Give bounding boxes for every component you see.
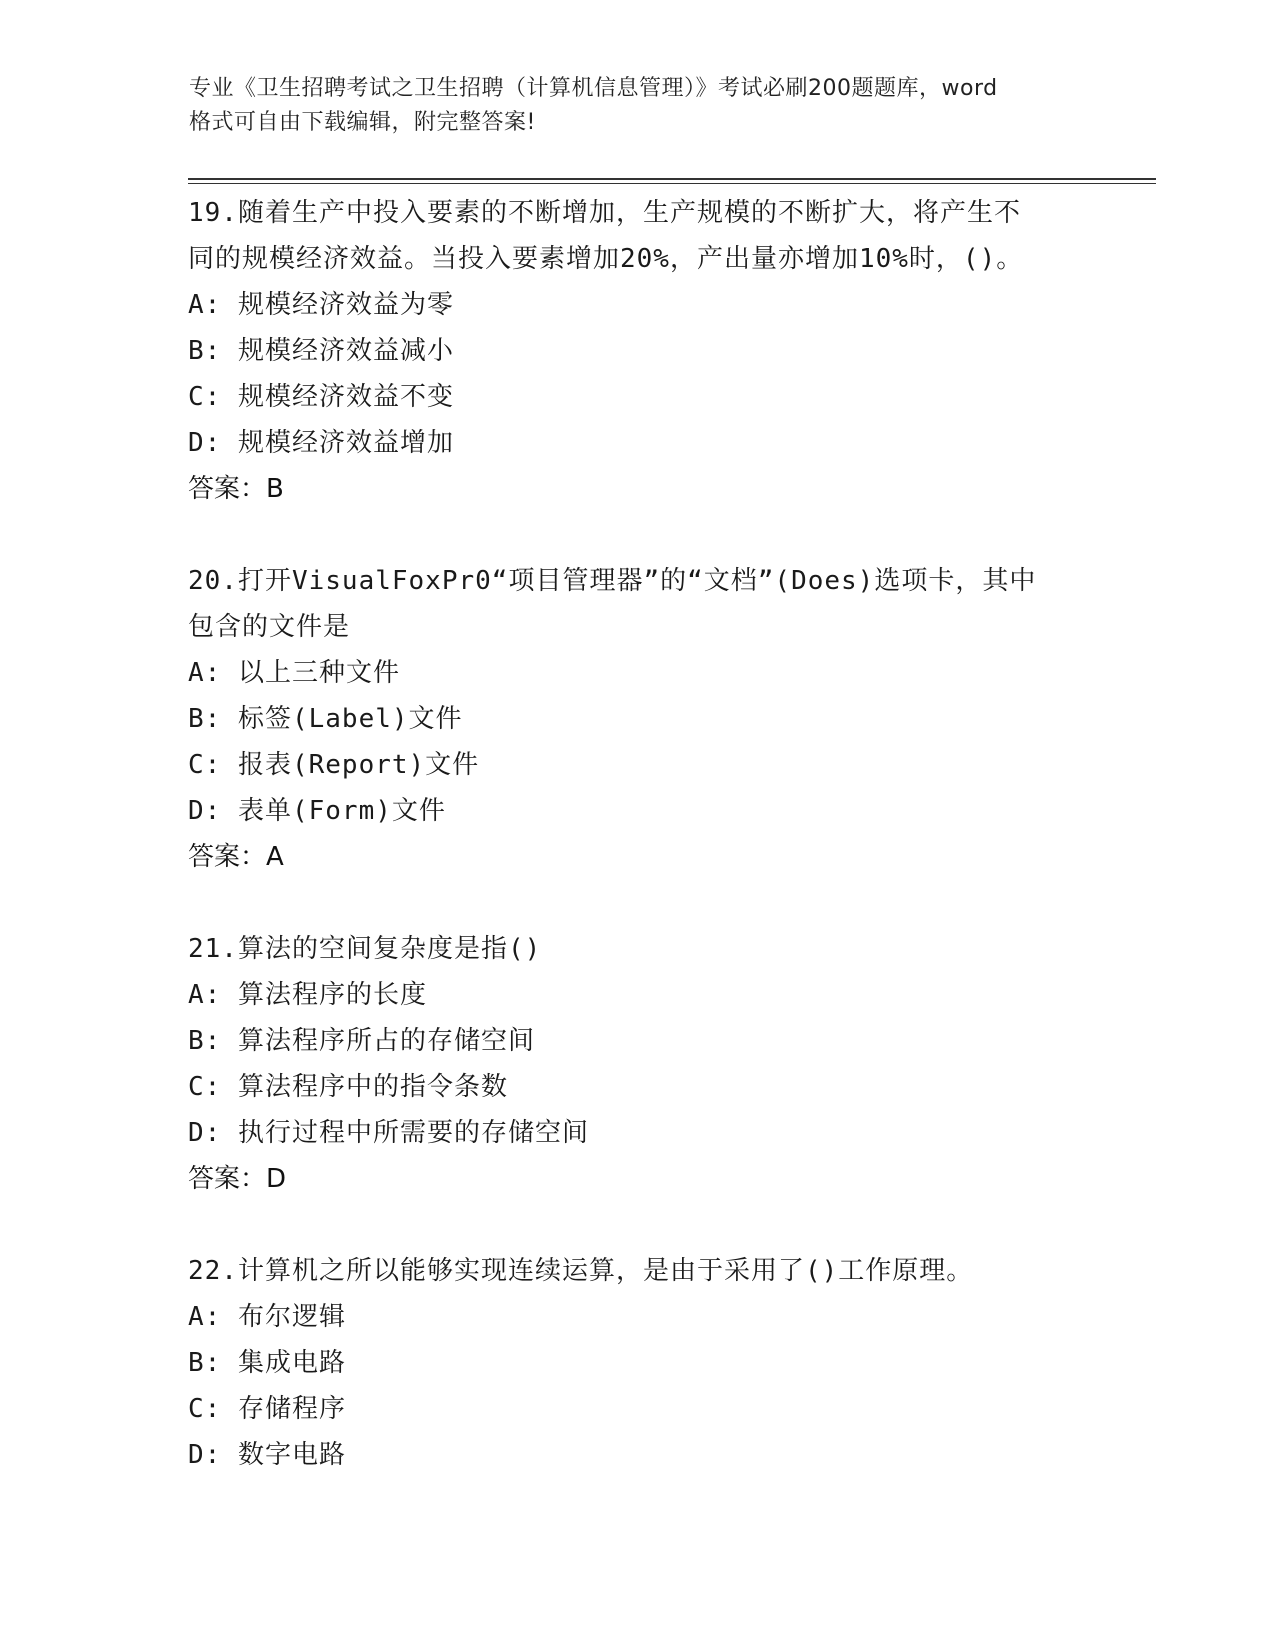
question-stem: 20.打开VisualFoxPr0“项目管理器”的“文档”(Does)选项卡，其中 bbox=[188, 566, 1037, 596]
option-d: D: 执行过程中所需要的存储空间 bbox=[188, 1118, 589, 1148]
question-spacer bbox=[188, 880, 1088, 926]
option-c: C: 存储程序 bbox=[188, 1394, 346, 1424]
option-c: C: 算法程序中的指令条数 bbox=[188, 1072, 508, 1102]
header-divider-thin bbox=[188, 183, 1156, 184]
option-c: C: 规模经济效益不变 bbox=[188, 382, 454, 412]
question-item bbox=[188, 1248, 1088, 1478]
option-a: A: 以上三种文件 bbox=[188, 658, 400, 688]
option-a: A: 布尔逻辑 bbox=[188, 1302, 346, 1332]
question-spacer bbox=[188, 1202, 1088, 1248]
option-a: A: 规模经济效益为零 bbox=[188, 290, 454, 320]
option-d: D: 规模经济效益增加 bbox=[188, 428, 454, 458]
question-item bbox=[188, 190, 1088, 512]
header-line: 专业《卫生招聘考试之卫生招聘（计算机信息管理）》考试必刷200题题库，word bbox=[189, 76, 998, 101]
option-b: B: 集成电路 bbox=[188, 1348, 346, 1378]
option-d: D: 数字电路 bbox=[188, 1440, 346, 1470]
option-d: D: 表单(Form)文件 bbox=[188, 796, 446, 826]
option-a: A: 算法程序的长度 bbox=[188, 980, 427, 1010]
document-header bbox=[189, 72, 1089, 140]
answer-line: 答案：D bbox=[188, 1164, 287, 1194]
question-stem: 22.计算机之所以能够实现连续运算，是由于采用了()工作原理。 bbox=[188, 1256, 974, 1286]
option-b: B: 规模经济效益减小 bbox=[188, 336, 454, 366]
question-stem: 21.算法的空间复杂度是指() bbox=[188, 934, 542, 964]
question-list bbox=[188, 190, 1088, 1478]
header-line: 格式可自由下载编辑，附完整答案! bbox=[189, 110, 536, 135]
option-b: B: 算法程序所占的存储空间 bbox=[188, 1026, 535, 1056]
question-item bbox=[188, 558, 1088, 880]
option-b: B: 标签(Label)文件 bbox=[188, 704, 463, 734]
answer-line: 答案：B bbox=[188, 474, 284, 504]
question-spacer bbox=[188, 512, 1088, 558]
question-stem: 同的规模经济效益。当投入要素增加20%，产出量亦增加10%时，()。 bbox=[188, 244, 1024, 274]
option-c: C: 报表(Report)文件 bbox=[188, 750, 480, 780]
question-stem: 19.随着生产中投入要素的不断增加，生产规模的不断扩大，将产生不 bbox=[188, 198, 1021, 228]
question-item bbox=[188, 926, 1088, 1202]
answer-line: 答案：A bbox=[188, 842, 284, 872]
question-stem: 包含的文件是 bbox=[188, 612, 351, 642]
header-divider bbox=[188, 178, 1156, 180]
